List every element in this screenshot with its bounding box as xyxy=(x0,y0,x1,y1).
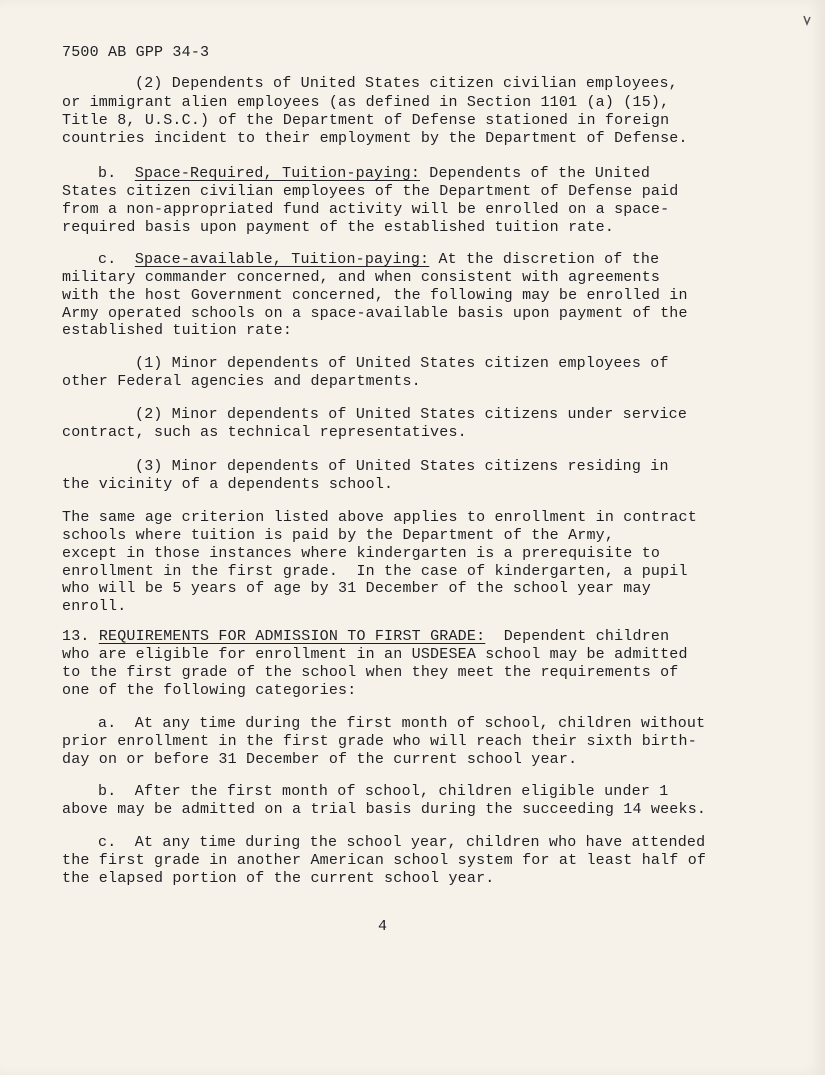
para-c2-line-1: (2) Minor dependents of United States citizens under service xyxy=(135,406,688,423)
section-13-number: 13. xyxy=(62,628,90,645)
para-b-label: b. xyxy=(98,165,117,182)
section-13-line-2: who are eligible for enrollment in an USDESEA school may be admitted xyxy=(62,646,688,663)
para-c-label: c. xyxy=(98,251,117,268)
para-b-line-3: from a non-appropriated fund activity will be enrolled on a space- xyxy=(62,201,670,218)
age-para-line-1: The same age criterion listed above applies to enrollment in contract xyxy=(62,509,697,526)
section-13-line-3: to the first grade of the school when they meet the requirements of xyxy=(62,664,679,681)
para-c-title: Space-available, Tuition-paying: xyxy=(134,251,430,268)
section-13c-line-2: the first grade in another American school system for at least half of xyxy=(62,852,707,869)
age-para-line-6: enroll. xyxy=(62,598,127,615)
para-c3-line-2: the vicinity of a dependents school. xyxy=(62,476,394,493)
para-b-title: Space-Required, Tuition-paying: xyxy=(134,165,421,182)
section-13a-line-3: day on or before 31 December of the current school year. xyxy=(62,751,578,768)
section-13a-line-1: a. At any time during the first month of school, children without xyxy=(98,715,706,732)
age-para-line-4: enrollment in the first grade. In the case of kindergarten, a pupil xyxy=(62,563,688,580)
age-para-line-3: except in those instances where kindergarten is a prerequisite to xyxy=(62,545,661,562)
para-2-line-1: (2) Dependents of United States citizen civilian employees, xyxy=(135,75,678,92)
para-b-line-4: required basis upon payment of the established tuition rate. xyxy=(62,219,615,236)
para-2-line-4: countries incident to their employment by the Department of Defense. xyxy=(62,130,688,147)
para-2-line-2: or immigrant alien employees (as defined in Section 1101 (a) (15), xyxy=(62,94,670,111)
section-13c-line-3: the elapsed portion of the current school year. xyxy=(62,870,495,887)
document-id: 7500 AB GPP 34-3 xyxy=(62,44,210,61)
section-13c-line-1: c. At any time during the school year, children who have attended xyxy=(98,834,706,851)
section-13b-line-1: b. After the first month of school, children eligible under 1 xyxy=(98,783,669,800)
page-number: 4 xyxy=(378,918,388,935)
section-13-line-1-text: Dependent children xyxy=(503,628,670,645)
section-13b-line-2: above may be admitted on a trial basis during the succeeding 14 weeks. xyxy=(62,801,707,818)
para-c-line-2: military commander concerned, and when consistent with agreements xyxy=(62,269,661,286)
para-b-line-2: States citizen civilian employees of the Department of Defense paid xyxy=(62,183,679,200)
para-b-line-1 xyxy=(98,165,650,183)
para-b-line-1-text: Dependents of the United xyxy=(429,165,651,182)
para-c-line-5: established tuition rate: xyxy=(62,322,293,339)
age-para-line-2: schools where tuition is paid by the Department of the Army, xyxy=(62,527,615,544)
para-c3-line-1: (3) Minor dependents of United States citizens residing in xyxy=(135,458,669,475)
para-c1-line-1: (1) Minor dependents of United States citizen employees of xyxy=(135,355,669,372)
section-13-line-1 xyxy=(62,628,669,646)
para-c-line-1 xyxy=(98,251,659,269)
para-c-line-3: with the host Government concerned, the following may be enrolled in xyxy=(62,287,688,304)
para-c-line-1-text: At the discretion of the xyxy=(438,251,660,268)
staple-mark xyxy=(802,14,812,30)
section-13-line-4: one of the following categories: xyxy=(62,682,357,699)
age-para-line-5: who will be 5 years of age by 31 December of the school year may xyxy=(62,580,651,597)
para-c-line-4: Army operated schools on a space-available basis upon payment of the xyxy=(62,305,688,322)
para-c2-line-2: contract, such as technical representatives. xyxy=(62,424,467,441)
para-2-line-3: Title 8, U.S.C.) of the Department of Defense stationed in foreign xyxy=(62,112,670,129)
para-c1-line-2: other Federal agencies and departments. xyxy=(62,373,421,390)
section-13a-line-2: prior enrollment in the first grade who will reach their sixth birth- xyxy=(62,733,697,750)
section-13-title: REQUIREMENTS FOR ADMISSION TO FIRST GRADE: xyxy=(98,628,486,645)
